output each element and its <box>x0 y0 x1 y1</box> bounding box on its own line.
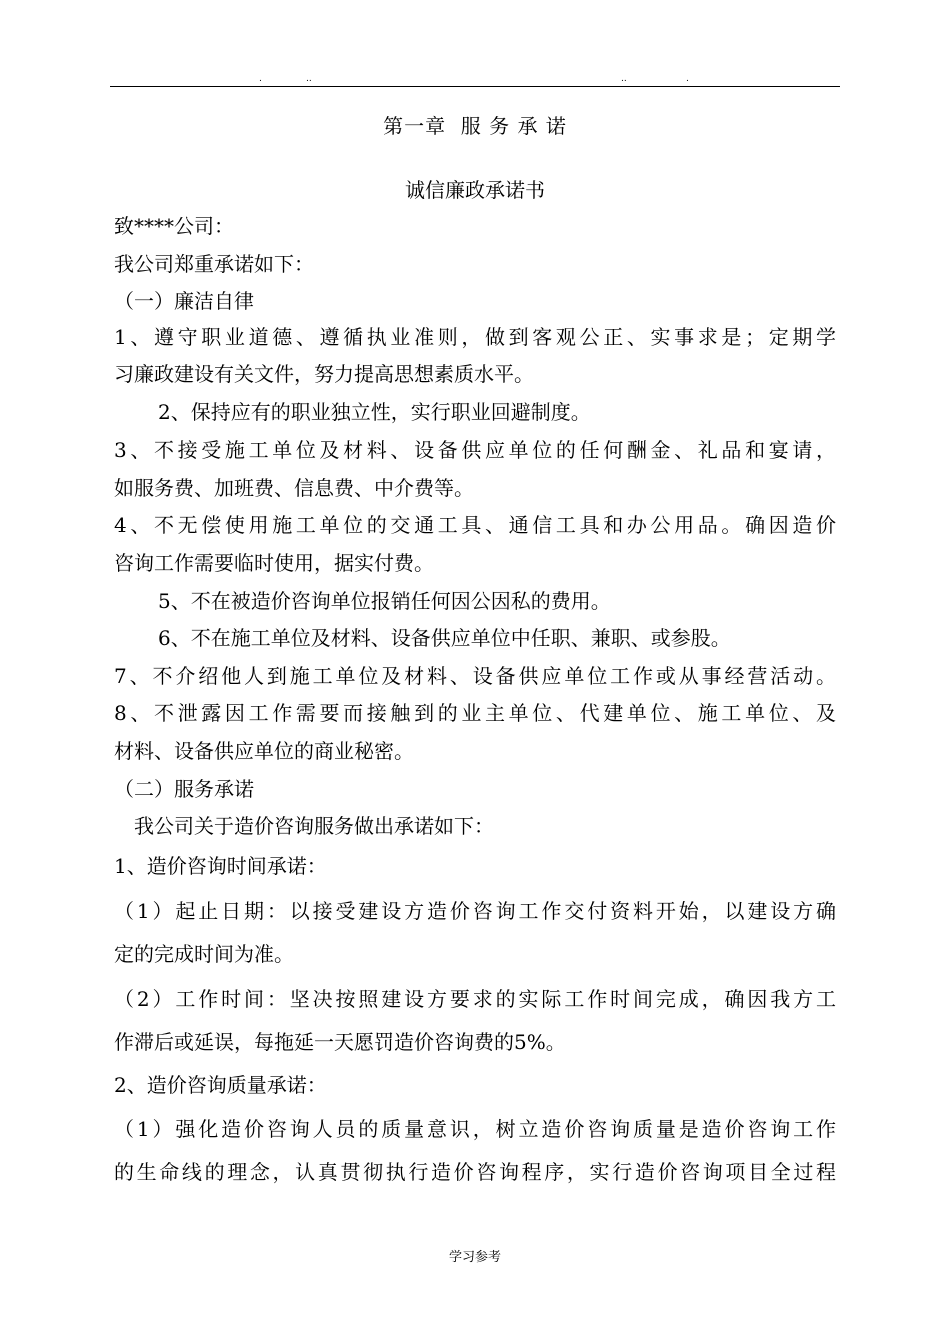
header-mark: . <box>259 74 262 84</box>
chapter-title: 第一章 服 务 承 诺 <box>383 114 567 138</box>
paragraph-line: 1、遵守职业道德、遵循执业准则，做到客观公正、实事求是；定期学 <box>114 325 836 349</box>
paragraph-line: 材料、设备供应单位的商业秘密。 <box>114 739 414 763</box>
paragraph-line: 3、不接受施工单位及材料、设备供应单位的任何酬金、礼品和宴请， <box>114 438 836 462</box>
intro-text: 我公司郑重承诺如下： <box>114 252 314 276</box>
paragraph-line: （1）起止日期：以接受建设方造价咨询工作交付资料开始，以建设方确 <box>114 899 836 923</box>
paragraph-line: 定的完成时间为准。 <box>114 942 294 966</box>
paragraph-line: 6、不在施工单位及材料、设备供应单位中任职、兼职、或参股。 <box>158 626 731 650</box>
paragraph-line: （1）强化造价咨询人员的质量意识，树立造价咨询质量是造价咨询工作 <box>114 1117 836 1141</box>
paragraph-line: 如服务费、加班费、信息费、中介费等。 <box>114 476 474 500</box>
header-mark: .. <box>621 74 627 84</box>
paragraph-line: 作滞后或延误，每拖延一天愿罚造价咨询费的5%。 <box>114 1030 566 1054</box>
document-title: 诚信廉政承诺书 <box>405 178 545 202</box>
paragraph-line: 习廉政建设有关文件，努力提高思想素质水平。 <box>114 362 534 386</box>
header-mark: .. <box>306 74 312 84</box>
paragraph-line: 4、不无偿使用施工单位的交通工具、通信工具和办公用品。确因造价 <box>114 513 836 537</box>
subsection-heading-1: 1、造价咨询时间承诺： <box>114 854 327 878</box>
paragraph-line: （2）工作时间：坚决按照建设方要求的实际工作时间完成，确因我方工 <box>114 987 836 1011</box>
addressee: 致****公司： <box>114 214 234 238</box>
paragraph-line: 2、保持应有的职业独立性，实行职业回避制度。 <box>158 400 591 424</box>
paragraph-line: 的生命线的理念，认真贯彻执行造价咨询程序，实行造价咨询项目全过程 <box>114 1160 836 1184</box>
paragraph-line: 咨询工作需要临时使用，据实付费。 <box>114 551 434 575</box>
header-mark: . <box>686 74 689 84</box>
section-heading-2: （二）服务承诺 <box>114 777 254 801</box>
paragraph-line: 8、不泄露因工作需要而接触到的业主单位、代建单位、施工单位、及 <box>114 701 836 725</box>
paragraph-line: 5、不在被造价咨询单位报销任何因公因私的费用。 <box>158 589 611 613</box>
page-footer: 学习参考 <box>448 1250 501 1265</box>
header-rule <box>110 86 840 87</box>
section-heading-1: （一）廉洁自律 <box>114 289 254 313</box>
subsection-heading-2: 2、造价咨询质量承诺： <box>114 1073 327 1097</box>
section-intro: 我公司关于造价咨询服务做出承诺如下： <box>134 814 494 838</box>
paragraph-line: 7、不介绍他人到施工单位及材料、设备供应单位工作或从事经营活动。 <box>114 664 836 688</box>
